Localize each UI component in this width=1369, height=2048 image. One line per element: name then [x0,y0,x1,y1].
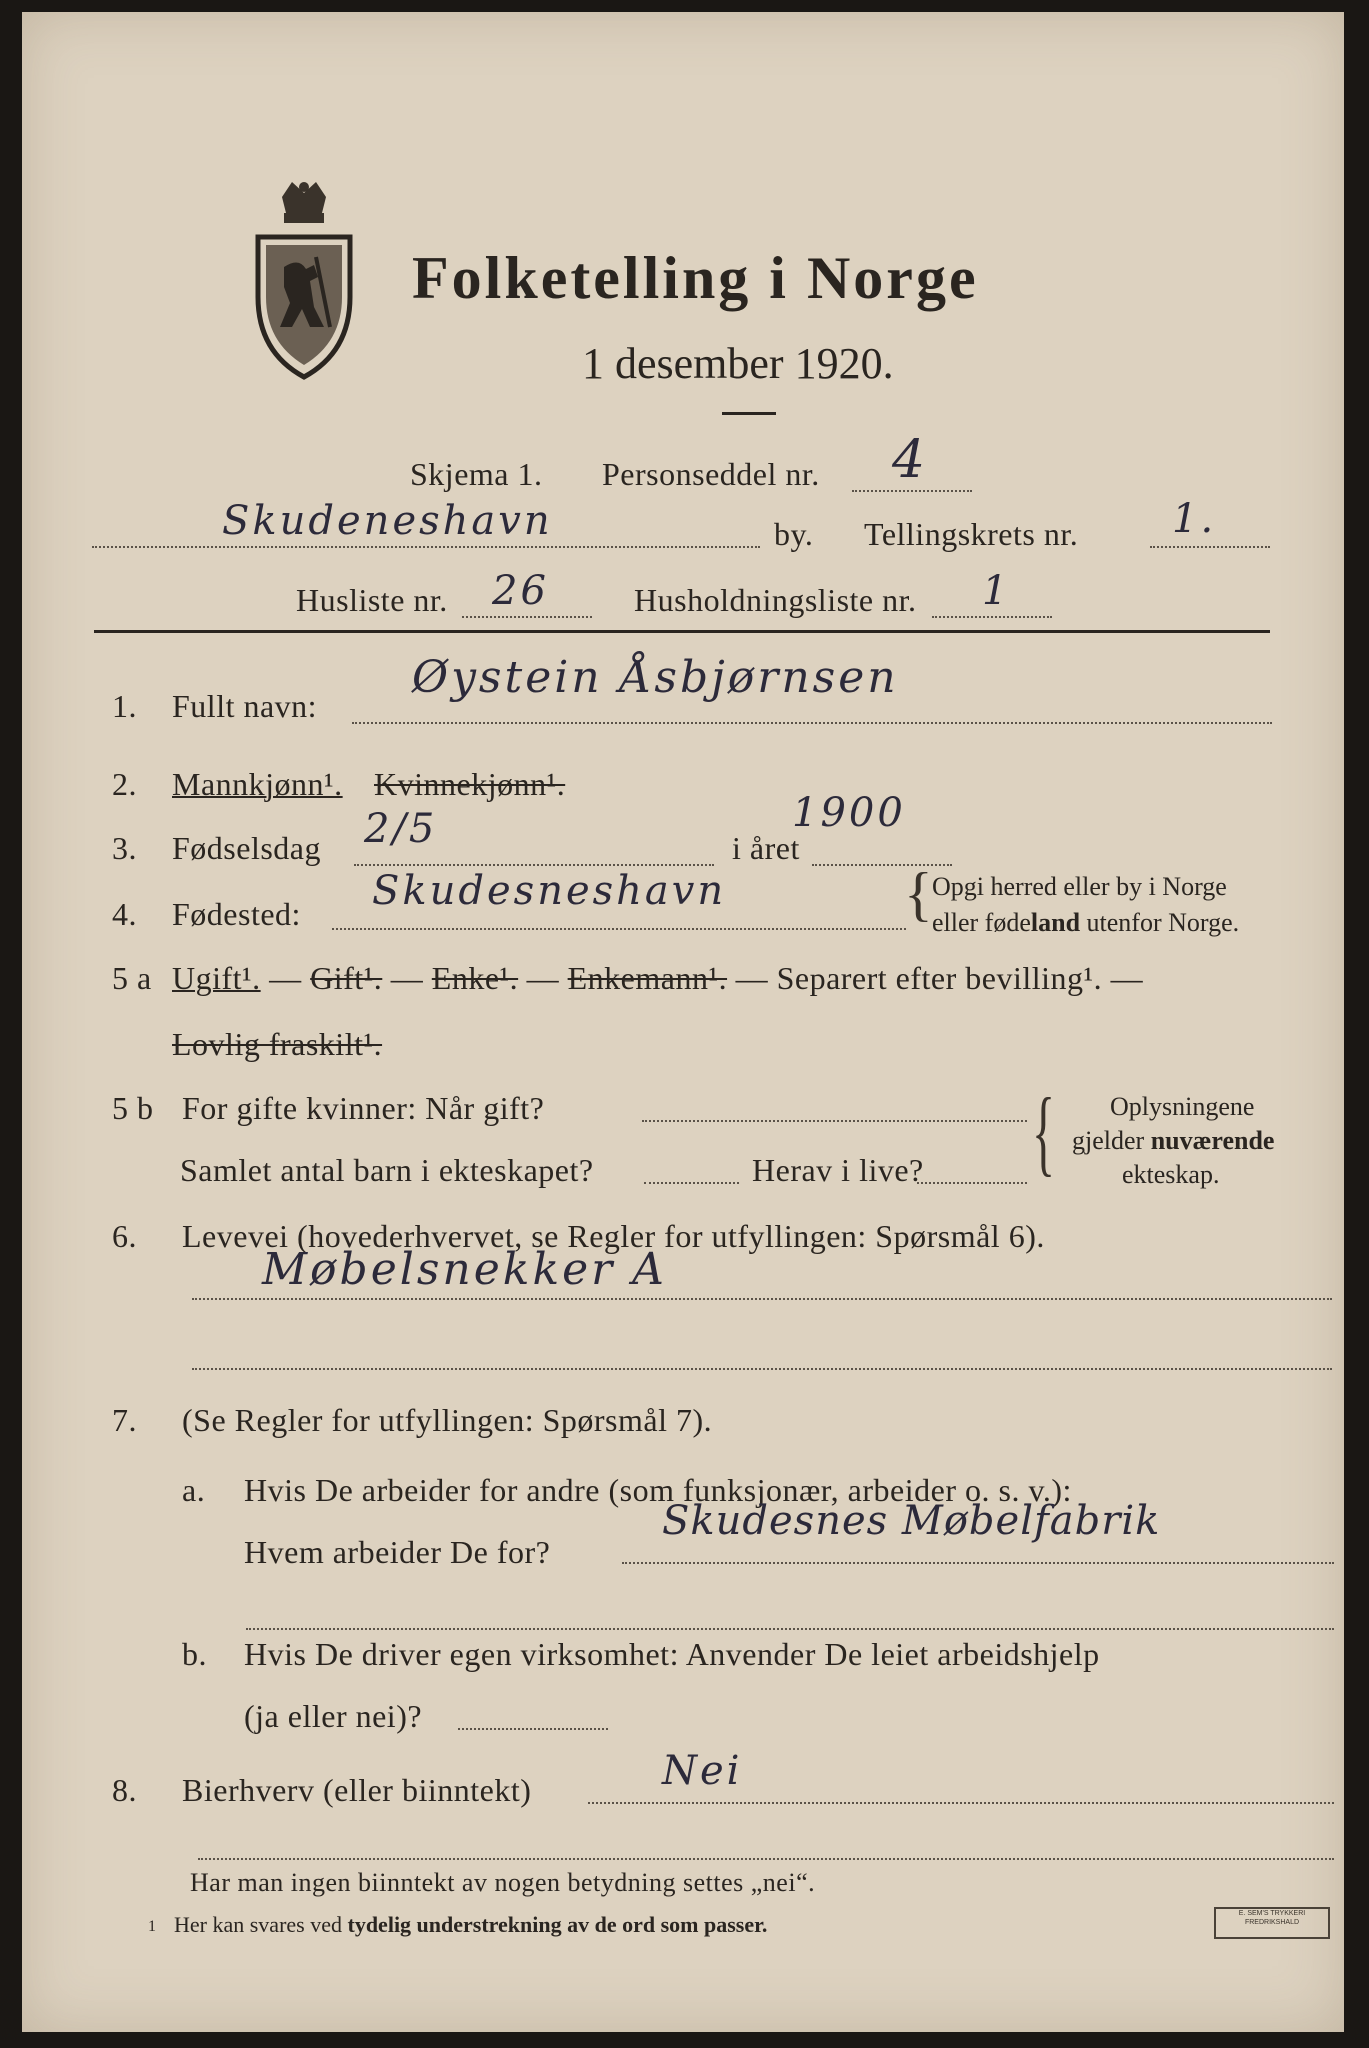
tellingskrets-label: Tellingskrets nr. [864,516,1079,552]
q5b-alive-line [917,1182,1027,1184]
personseddel-line [852,490,972,492]
q3-value: 2/5 [364,806,438,852]
q7b-line [458,1728,608,1730]
q6-line2 [192,1368,1332,1370]
q7a-letter: a. [182,1472,206,1508]
q6-number: 6. [112,1218,137,1254]
norwegian-coat-of-arms-icon [244,177,364,387]
by-value: Skudeneshavn [222,498,553,544]
q8-value: Nei [662,1748,743,1794]
q1-number: 1. [112,688,137,724]
q5a-enke: Enke¹. [431,960,519,996]
q5b-children-line [644,1182,739,1184]
q1-line [352,722,1272,724]
q5b-when-line [642,1120,1027,1122]
q3-year-value: 1900 [792,790,906,836]
husholdning-line [932,616,1052,618]
q4-label: Fødested: [172,896,301,932]
q5a-lovlig-fraskilt: Lovlig fraskilt¹. [172,1026,383,1062]
q2-male-option: Mannkjønn¹. [172,766,343,802]
q4-note-line2: eller fødeland utenfor Norge. [932,908,1240,937]
q4-note-line1: Opgi herred eller by i Norge [932,872,1227,901]
q5b-brace: { [1032,1078,1056,1185]
q8-line [588,1802,1334,1804]
q7b-letter: b. [182,1636,207,1672]
q4-brace: { [904,861,933,927]
census-form-paper [22,12,1344,2032]
q3-year-label: i året [732,830,800,866]
q7b-line1: Hvis De driver egen virksomhet: Anvender De leiet arbeidshjelp [244,1636,1100,1672]
husholdning-value: 1 [982,568,1011,614]
tellingskrets-line [1150,546,1270,548]
q7a-line2-blank [246,1628,1334,1630]
q7b-line2: (ja eller nei)? [244,1698,423,1734]
q3-label: Fødselsdag [172,830,321,866]
q4-number: 4. [112,896,137,932]
q7-number: 7. [112,1402,137,1438]
footnote-number: 1 [148,1918,156,1935]
q5b-note2: gjelder nuværende [1072,1126,1275,1155]
q3-number: 3. [112,830,137,866]
husliste-label: Husliste nr. [296,582,448,618]
q7a-line2: Hvem arbeider De for? [244,1534,551,1570]
by-line [92,546,760,548]
q2-female-option: Kvinnekjønn¹. [374,766,566,802]
q8-line2 [198,1858,1334,1860]
q5b-line2b: Herav i live? [752,1152,924,1188]
q8-number: 8. [112,1772,137,1808]
q5b-number: 5 b [112,1090,154,1126]
q7a-line [622,1562,1334,1564]
personseddel-value: 4 [892,430,929,490]
q5a-number: 5 a [112,960,152,996]
by-label: by. [774,516,814,552]
q7a-value: Skudesnes Møbelfabrik [662,1498,1161,1544]
q5a-ugift: Ugift¹. [172,960,261,996]
q5a-enkemann: Enkemann¹. [567,960,728,996]
skjema-label: Skjema 1. [410,456,543,492]
q4-line [332,928,906,930]
q8-label: Bierhverv (eller biinntekt) [182,1772,532,1808]
husliste-value: 26 [492,568,549,614]
q3-date-line [354,864,714,866]
q2-number: 2. [112,766,137,802]
q5b-line2a: Samlet antal barn i ekteskapet? [180,1152,594,1188]
q7a-line1: Hvis De arbeider for andre (som funksjonær, arbeider o. s. v.): [244,1472,1072,1508]
q5b-note1: Oplysningene [1110,1092,1255,1121]
header-divider [94,630,1270,633]
personseddel-label: Personseddel nr. [602,456,820,492]
q5a-options: Ugift¹. — Gift¹. — Enke¹. — Enkemann¹. — Separert efter bevilling¹. — [172,960,1144,996]
title-divider [722,412,776,415]
husholdning-label: Husholdningsliste nr. [634,582,917,618]
q6-label: Levevei (hovederhvervet, se Regler for utfyllingen: Spørsmål 6). [182,1218,1045,1254]
footer-note: Har man ingen biinntekt av nogen betydning settes „nei“. [190,1868,816,1897]
q5b-note3: ekteskap. [1122,1160,1220,1189]
q5b-line1: For gifte kvinner: Når gift? [182,1090,545,1126]
printer-stamp: E. SEM'S TRYKKERI FREDRIKSHALD [1214,1907,1330,1939]
tellingskrets-value: 1. [1172,496,1217,542]
q5a-gift: Gift¹. [310,960,383,996]
q6-value: Møbelsnekker A [262,1244,667,1295]
form-title: Folketelling i Norge [412,245,979,311]
q1-value: Øystein Åsbjørnsen [412,652,899,703]
husliste-line [462,616,592,618]
q4-value: Skudesneshavn [372,868,727,914]
form-date: 1 desember 1920. [582,339,894,388]
footnote: Her kan svares ved tydelig understrekning av de ord som passer. [174,1912,768,1937]
q7-label: (Se Regler for utfyllingen: Spørsmål 7). [182,1402,713,1438]
q1-label: Fullt navn: [172,688,318,724]
q6-line1 [192,1298,1332,1300]
